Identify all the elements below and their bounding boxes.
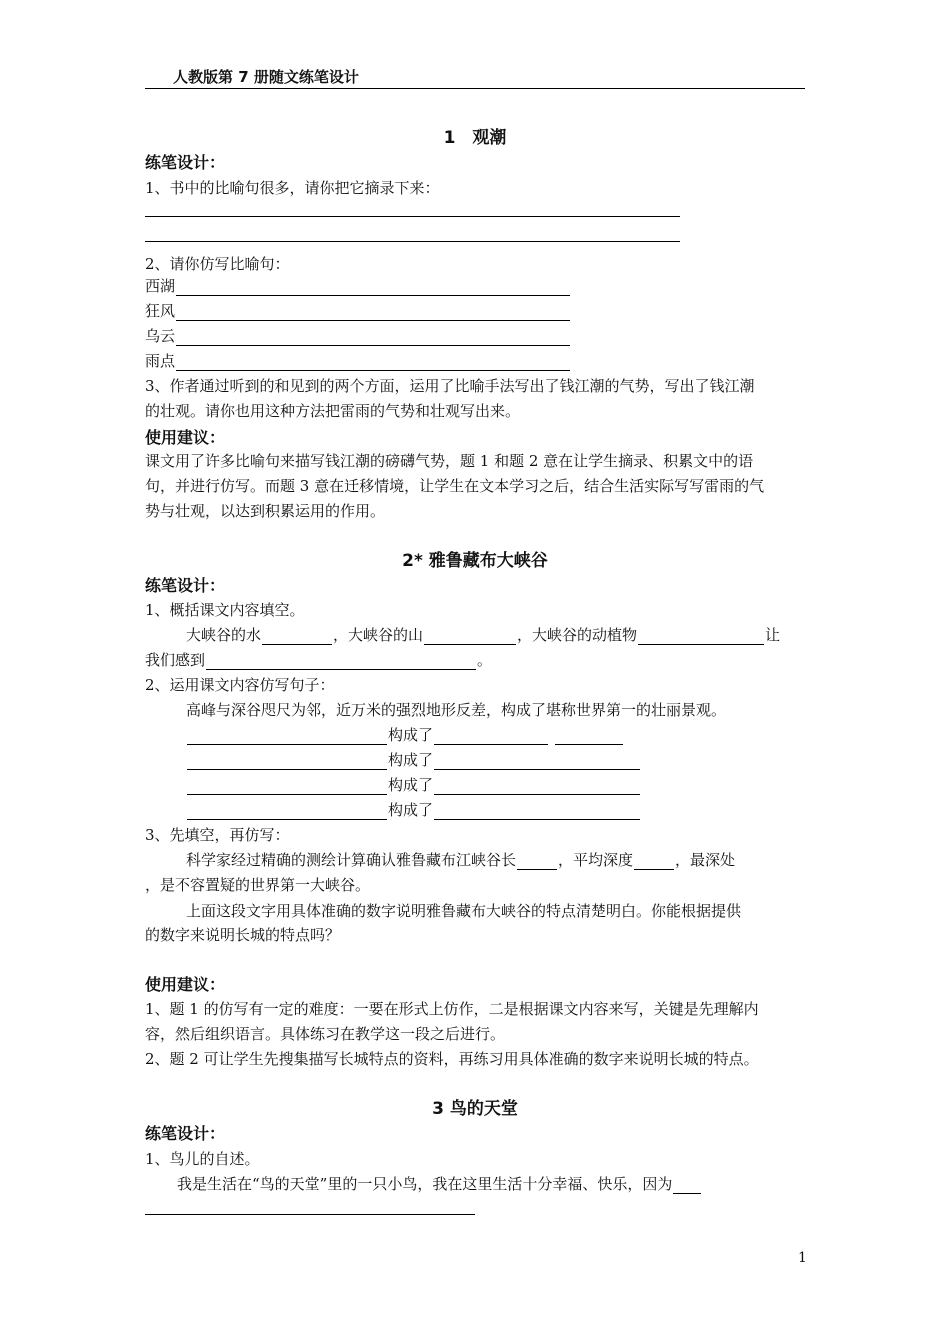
lesson2-q3: 3、先填空，再仿写： xyxy=(145,826,290,844)
answer-blank[interactable] xyxy=(187,728,387,745)
answer-blank[interactable] xyxy=(187,753,387,770)
lesson1-advice-line2: 句，并进行仿写。而题 3 意在迁移情境，让学生在文本学习之后，结合生活实际写写雷雨的气 xyxy=(145,477,765,495)
simile-row xyxy=(145,351,571,371)
answer-blank[interactable] xyxy=(187,778,387,795)
simile-row xyxy=(145,276,571,296)
fill-text: 。 xyxy=(477,651,493,669)
simile-row xyxy=(145,326,571,346)
lesson3-q1: 1、鸟儿的自述。 xyxy=(145,1150,260,1168)
lesson2-advice-line3: 2、题 2 可让学生先搜集描写长城特点的资料，再练习用具体准确的数字来说明长城的特点。 xyxy=(145,1050,759,1068)
lesson3-q1-text-row xyxy=(177,1174,702,1194)
lesson2-advice-label: 使用建议： xyxy=(145,975,226,994)
lesson1-advice-line3: 势与壮观，以达到积累运用的作用。 xyxy=(145,502,386,520)
lesson1-design-label: 练笔设计： xyxy=(145,153,226,172)
answer-blank[interactable] xyxy=(634,853,674,870)
imitation-row xyxy=(186,800,641,820)
answer-blank[interactable] xyxy=(638,628,764,645)
lesson2-q2: 2、运用课文内容仿写句子： xyxy=(145,676,335,694)
fill-text: ，最深处 xyxy=(675,851,736,869)
answer-blank[interactable] xyxy=(262,628,332,645)
imitation-row xyxy=(186,750,641,770)
lesson1-q3-line1: 3、作者通过听到的和见到的两个方面，运用了比喻手法写出了钱江潮的气势，写出了钱江潮 xyxy=(145,377,755,395)
lesson1-advice-label: 使用建议： xyxy=(145,428,226,447)
answer-blank[interactable] xyxy=(176,279,570,296)
fill-text: ，大峡谷的动植物 xyxy=(517,626,638,644)
lesson1-q2: 2、请你仿写比喻句： xyxy=(145,255,290,273)
connector-text: 构成了 xyxy=(388,751,434,769)
lesson2-advice-line1: 1、题 1 的仿写有一定的难度：一要在形式上仿作，二是根据课文内容来写，关键是先理解内 xyxy=(145,1000,759,1018)
answer-blank[interactable] xyxy=(176,329,570,346)
answer-blank[interactable] xyxy=(434,753,640,770)
lesson1-q3-line2: 的壮观。请你也用这种方法把雷雨的气势和壮观写出来。 xyxy=(145,402,521,420)
page-number: 1 xyxy=(798,1250,807,1266)
lesson3-design-label: 练笔设计： xyxy=(145,1124,226,1143)
simile-word: 乌云 xyxy=(145,327,176,345)
fill-text: 我们感到 xyxy=(145,651,206,669)
answer-blank[interactable] xyxy=(176,304,570,321)
answer-blank[interactable] xyxy=(424,628,516,645)
answer-blank[interactable] xyxy=(434,803,640,820)
fill-text: ，平均深度 xyxy=(558,851,634,869)
lesson1-title: 1 观潮 xyxy=(443,128,507,148)
connector-text: 构成了 xyxy=(388,726,434,744)
answer-line[interactable] xyxy=(145,216,680,217)
header-title: 人教版第 7 册随文练笔设计 xyxy=(173,68,359,86)
lesson2-design-label: 练笔设计： xyxy=(145,576,226,595)
answer-blank[interactable] xyxy=(555,728,623,745)
lesson1-q1: 1、书中的比喻句很多，请你把它摘录下来： xyxy=(145,179,440,197)
simile-word: 雨点 xyxy=(145,352,176,370)
lesson2-q1-fill-row2 xyxy=(145,650,492,670)
imitation-row xyxy=(186,775,641,795)
answer-blank[interactable] xyxy=(673,1177,701,1194)
fill-text: 让 xyxy=(765,626,781,644)
answer-blank[interactable] xyxy=(206,653,476,670)
lesson2-q2-example: 高峰与深谷咫尺为邻，近万米的强烈地形反差，构成了堪称世界第一的壮丽景观。 xyxy=(186,701,727,719)
connector-text: 构成了 xyxy=(388,801,434,819)
simile-word: 西湖 xyxy=(145,277,176,295)
fill-text: 大峡谷的水 xyxy=(186,626,262,644)
imitation-row xyxy=(186,725,624,745)
simile-word: 狂风 xyxy=(145,302,176,320)
answer-blank[interactable] xyxy=(176,354,570,371)
simile-row xyxy=(145,301,571,321)
lesson3-title: 3 鸟的天堂 xyxy=(432,1099,518,1119)
answer-line[interactable] xyxy=(145,241,680,242)
answer-blank[interactable] xyxy=(517,853,557,870)
fill-text: ，大峡谷的山 xyxy=(333,626,424,644)
answer-blank[interactable] xyxy=(187,803,387,820)
lesson2-q1: 1、概括课文内容填空。 xyxy=(145,601,305,619)
page-header xyxy=(145,64,805,89)
answer-blank[interactable] xyxy=(434,778,640,795)
lesson2-advice-line2: 容，然后组织语言。具体练习在教学这一段之后进行。 xyxy=(145,1025,506,1043)
lesson2-q3-line4: 的数字来说明长城的特点吗？ xyxy=(145,926,341,944)
lesson2-q3-line2: ，是不容置疑的世界第一大峡谷。 xyxy=(145,876,371,894)
lesson2-q3-line3: 上面这段文字用具体准确的数字说明雅鲁藏布大峡谷的特点清楚明白。你能根据提供 xyxy=(186,902,742,920)
lesson1-advice-line1: 课文用了许多比喻句来描写钱江潮的磅礴气势，题 1 和题 2 意在让学生摘录、积累文中的语 xyxy=(145,452,754,470)
fill-text: 科学家经过精确的测绘计算确认雅鲁藏布江峡谷长 xyxy=(186,851,517,869)
fill-text: 我是生活在“鸟的天堂”里的一只小鸟，我在这里生活十分幸福、快乐，因为 xyxy=(177,1175,673,1193)
answer-blank[interactable] xyxy=(434,728,548,745)
lesson2-q1-fill-row xyxy=(186,625,780,645)
connector-text: 构成了 xyxy=(388,776,434,794)
answer-line[interactable] xyxy=(145,1214,475,1215)
lesson2-q3-fill-row xyxy=(186,850,735,870)
lesson2-title: 2* 雅鲁藏布大峡谷 xyxy=(402,551,548,571)
